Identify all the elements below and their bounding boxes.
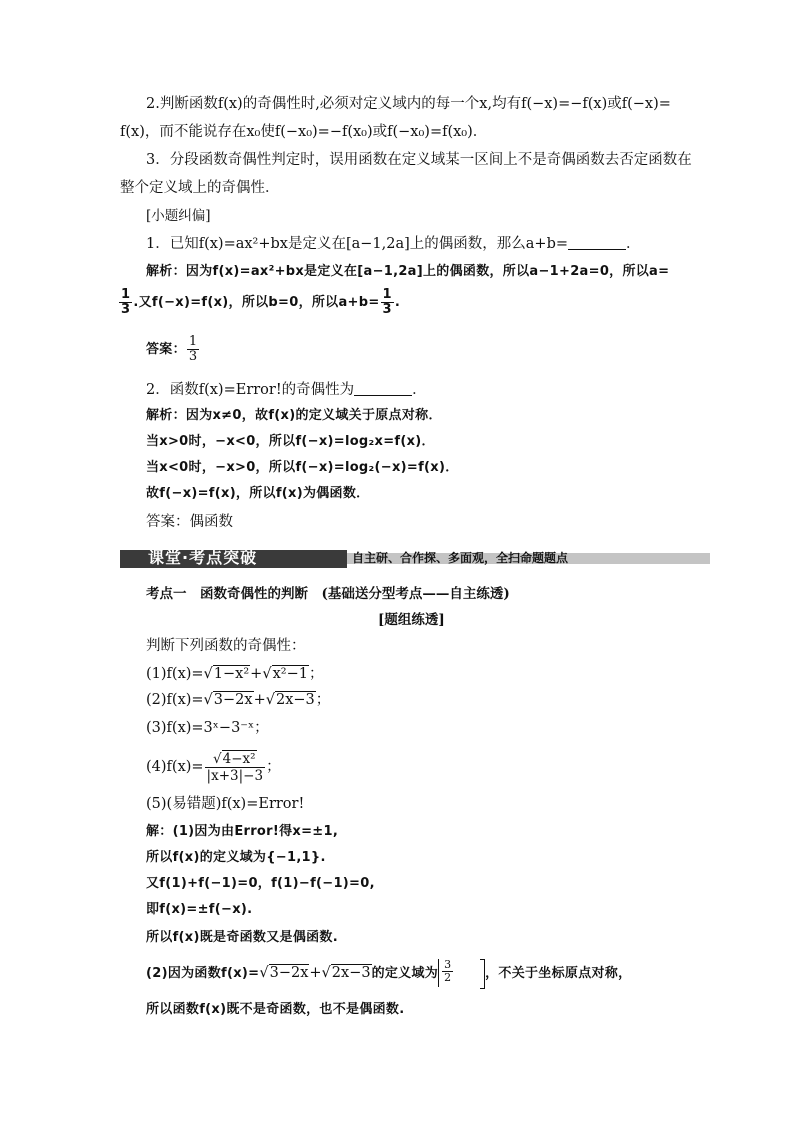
paragraph-2-line-2: f(x)，而不能说存在x₀使f(−x₀)=−f(x₀)或f(−x₀)=f(x₀)． [120,124,488,140]
solution-2-line-4: 故f(−x)=f(x)，所以f(x)为偶函数． [146,486,370,501]
question-1-text: 1．已知f(x)=ax²+bx是定义在[a−1,2a]上的偶函数，那么a+b= [146,236,569,252]
domain-interval-bracket: $\frac{3}{2}$ [438,959,485,987]
paragraph-3-line-1: 3．分段函数奇偶性判定时，误用函数在定义域某一区间上不是奇偶函数去否定函数在 [146,152,692,168]
solution-1-mid: .又f(−x)=f(x)，所以b=0，所以a+b= [133,295,380,310]
solution-2-line-1: 解析：因为x≠0，故f(x)的定义域关于原点对称． [146,408,442,423]
paragraph-2-line-1: 2.判断函数f(x)的奇偶性时,必须对定义域内的每一个x,均有f(−x)=−f(x)或f(−x)= [146,96,671,112]
section-heading-small: [小题纠偏] [146,208,211,224]
solution-2-line-3: 当x<0时，−x>0，所以f(−x)=log₂(−x)=f(x)． [146,460,459,475]
exercise-5: (5)(易错题)f(x)=Error! [146,796,305,812]
exercise-intro: 判断下列函数的奇偶性： [146,638,306,654]
banner-title: 课堂·考点突破 [148,548,258,567]
solution-ex-2-line-1: (2)因为函数f(x)=√3−2x+√2x−3的定义域为 $\frac{3}{2}$ ，不关于坐标原点对称， [146,958,631,989]
exercise-2: (2)f(x)=√3−2x+√2x−3； [146,692,331,708]
key-point-1-heading: 考点一 函数奇偶性的判断 (基础送分型考点——自主练透) [146,586,510,602]
exercise-3: (3)f(x)=3ˣ−3⁻ˣ； [146,720,269,736]
answer-2: 答案：偶函数 [146,514,233,530]
section-banner [120,548,710,568]
fraction-one-third: $\frac{1}{3}$ [121,287,131,317]
exercise-4: (4)f(x)= $\frac{\text{√4−x²}}{|x+3|-3}$ ； [146,750,281,784]
solution-ex-2-line-2: 所以函数f(x)既不是奇函数，也不是偶函数. [146,1002,405,1017]
solution-1-line-2: $\frac{1}{3}$ .又f(−x)=f(x)，所以b=0，所以a+b= $\frac{1}{3}$ . [121,287,401,317]
question-1-end: ． [626,236,641,252]
paragraph-3-line-2: 整个定义域上的奇偶性． [120,180,280,196]
answer-1-fraction: $\frac{1}{3}$ [188,333,198,364]
answer-blank [568,235,626,250]
solution-2-line-2: 当x>0时，−x<0，所以f(−x)=log₂x=f(x)． [146,434,435,449]
fraction-one-third-2: $\frac{1}{3}$ [382,287,392,317]
solution-1-line-1: 解析：因为f(x)=ax²+bx是定义在[a−1,2a]上的偶函数，所以a−1+2a=0，所以a= [146,264,670,279]
solution-ex-1-line-5: 所以f(x)既是奇函数又是偶函数. [146,930,338,945]
answer-blank-2 [354,381,412,396]
banner-subtitle: 自主研、合作探、多面观，全扫命题题点 [352,551,569,565]
question-1 [146,234,641,254]
solution-ex-1-line-3: 又f(1)+f(−1)=0，f(1)−f(−1)=0, [146,876,375,891]
exercise-4-fraction: $\frac{\text{√4−x²}}{|x+3|-3}$ [206,750,264,784]
exercise-group-heading: [题组练透] [378,612,445,628]
solution-ex-1-line-1: 解：(1)因为由Error!得x=±1, [146,824,339,839]
solution-ex-1-line-4: 即f(x)=±f(−x). [146,902,253,917]
answer-1-label: 答案： [146,342,186,357]
exercise-1: (1)f(x)=√1−x²+√x²−1； [146,666,324,682]
answer-1 [146,334,200,365]
question-2-text: 2．函数f(x)=Error!的奇偶性为 [146,382,355,398]
solution-ex-1-line-2: 所以f(x)的定义域为{−1,1}. [146,850,326,865]
question-2: 2．函数f(x)=Error!的奇偶性为 ． [146,382,427,398]
